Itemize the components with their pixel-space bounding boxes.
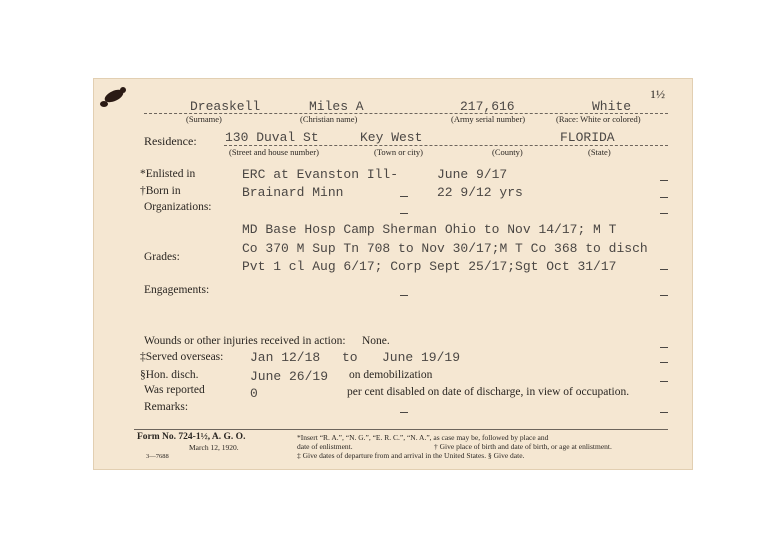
county-label: (County): [492, 147, 523, 157]
served-overseas-from: Jan 12/18: [250, 350, 321, 365]
enlisted-label: *Enlisted in: [140, 168, 196, 180]
remarks-dash-1: [400, 412, 408, 413]
residence-city: Key West: [360, 130, 423, 145]
residence-rule: [224, 145, 668, 146]
organizations-label: Organizations:: [144, 201, 212, 213]
christian-name-value: Miles A: [309, 99, 364, 114]
was-reported-value: 0: [250, 386, 258, 401]
born-label: †Born in: [140, 185, 181, 197]
residence-state: FLORIDA: [560, 130, 615, 145]
wounds-value: None.: [362, 335, 390, 347]
born-dash: [400, 196, 408, 197]
served-overseas-to: June 19/19: [382, 350, 461, 365]
wounds-label: Wounds or other injuries received in action:: [144, 335, 346, 347]
surname-value: Dreaskell: [190, 99, 261, 114]
street-label: (Street and house number): [229, 147, 319, 157]
engagements-dash-1: [400, 295, 408, 296]
served-overseas-dash: [660, 362, 668, 363]
organizations-line-1: MD Base Hosp Camp Sherman Ohio to Nov 14/17; M T: [242, 222, 617, 237]
corner-number: 1½: [650, 87, 665, 101]
born-place: Brainard Minn: [242, 185, 344, 200]
footer-rule: [134, 429, 668, 430]
engagements-label: Engagements:: [144, 284, 210, 296]
footnote-1: *Insert “R. A.”, “N. G.”, “E. R. C.”, “N. A.”, as case may be, followed by place and: [297, 433, 549, 442]
service-record-card: [93, 78, 693, 470]
was-reported-label: Was reported: [144, 384, 205, 396]
wounds-dash: [660, 347, 668, 348]
was-reported-note: per cent disabled on date of discharge, in view of occupation.: [347, 386, 630, 398]
grades-dash: [660, 269, 668, 270]
hon-disch-label: §Hon. disch.: [140, 369, 199, 381]
born-age: 22 9/12 yrs: [437, 185, 523, 200]
form-date: March 12, 1920.: [189, 443, 239, 452]
footnote-3: ‡ Give dates of departure from and arrival in the United States. § Give date.: [297, 451, 525, 460]
organizations-line-2: Co 370 M Sup Tn 708 to Nov 30/17;M T Co 368 to disch: [242, 241, 648, 256]
enlisted-date: June 9/17: [437, 167, 508, 182]
serial-number-value: 217,616: [460, 99, 515, 114]
hon-disch-dash: [660, 381, 668, 382]
race-value: White: [592, 99, 632, 114]
form-number: Form No. 724-1½, A. G. O.: [137, 432, 246, 442]
residence-label: Residence:: [144, 134, 197, 148]
serial-number-label: (Army serial number): [451, 114, 526, 124]
enlisted-place: ERC at Evanston Ill-: [242, 167, 399, 182]
remarks-dash-2: [660, 412, 668, 413]
race-label: (Race: White or colored): [556, 114, 641, 124]
christian-name-label: (Christian name): [300, 114, 358, 124]
served-overseas-to-word: to: [342, 350, 358, 365]
organizations-dash-2: [660, 213, 668, 214]
grades-value: Pvt 1 cl Aug 6/17; Corp Sept 25/17;Sgt Oct 31/17: [242, 259, 617, 274]
hon-disch-note: on demobilization: [349, 369, 433, 381]
grades-label: Grades:: [144, 251, 180, 263]
residence-street: 130 Duval St: [225, 130, 319, 145]
served-overseas-label: ‡Served overseas:: [140, 351, 224, 363]
footnote-2b: † Give place of birth and date of birth, or age at enlistment.: [434, 442, 612, 451]
born-end-dash: [660, 197, 668, 198]
enlisted-dash: [660, 180, 668, 181]
footnote-2: date of enlistment.: [297, 442, 353, 451]
engagements-dash-2: [660, 295, 668, 296]
print-number: 3—7688: [146, 453, 169, 460]
hon-disch-date: June 26/19: [250, 369, 329, 384]
surname-label: (Surname): [186, 114, 222, 124]
remarks-label: Remarks:: [144, 401, 189, 413]
organizations-dash-1: [400, 213, 408, 214]
state-label: (State): [588, 147, 611, 157]
city-label: (Town or city): [374, 147, 423, 157]
